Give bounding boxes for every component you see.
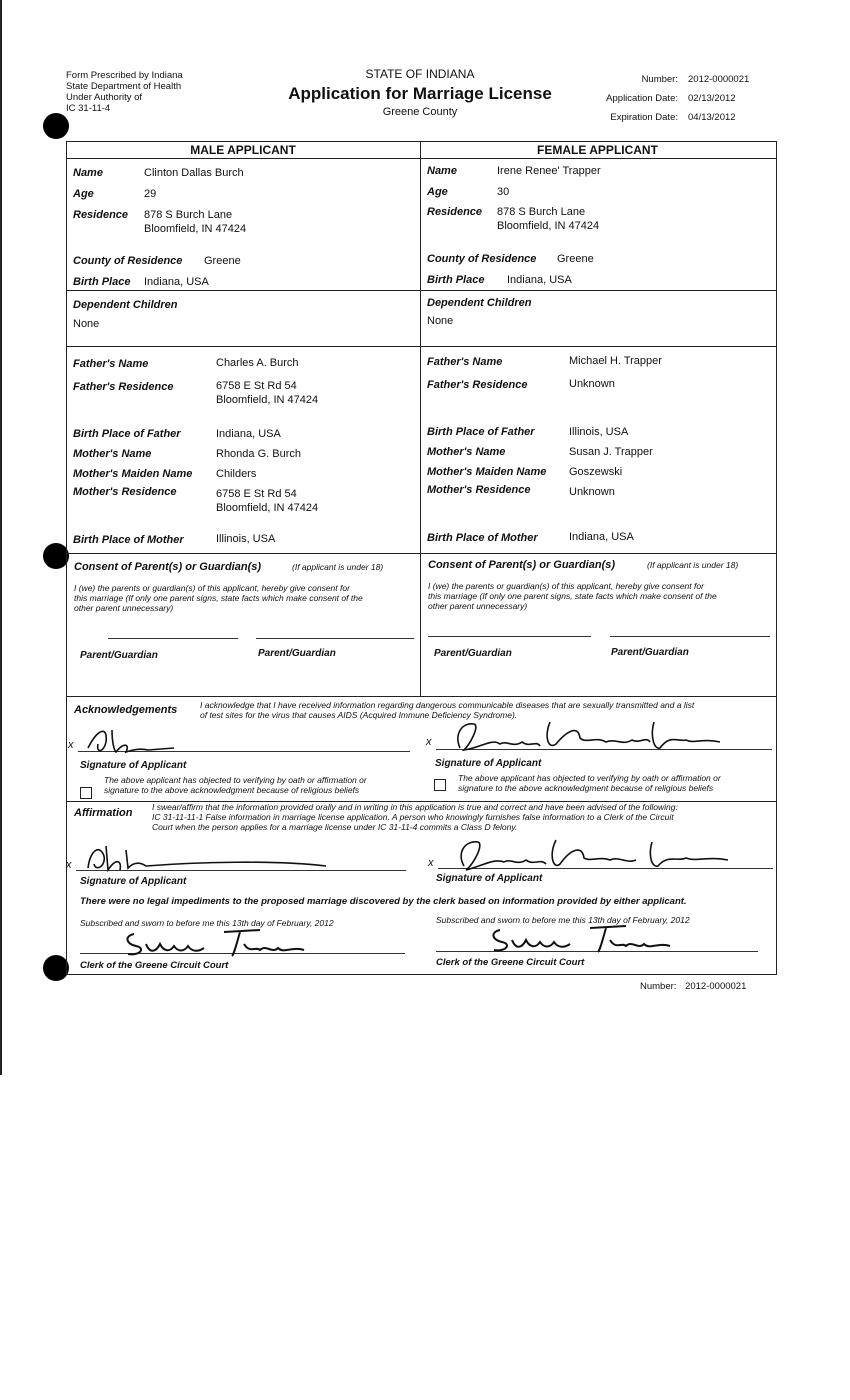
female-name: Irene Renee' Trapper	[497, 165, 601, 177]
female-father-birth-place: Illinois, USA	[569, 426, 629, 438]
number-label: Number:	[641, 74, 678, 85]
affirmation-line: I swear/affirm that the information provided orally and in writing in this application is true and correct and have been advised of the following:	[152, 802, 678, 812]
female-dependent-children: None	[427, 315, 454, 327]
affirmation-title: Affirmation	[74, 807, 133, 819]
name-label: Name	[73, 167, 103, 179]
mothers-residence-label: Mother's Residence	[427, 484, 531, 496]
mothers-name-label: Mother's Name	[427, 446, 506, 458]
consent-text	[428, 581, 773, 611]
address-line: 878 S Burch Lane	[497, 206, 586, 218]
signature-mark: x	[68, 739, 74, 751]
consent-title: Consent of Parent(s) or Guardian(s)	[74, 561, 262, 573]
female-father-residence: Unknown	[569, 378, 615, 390]
consent-text	[74, 583, 414, 613]
objection-line: The above applicant has objected to verifying by oath or affirmation or	[104, 775, 367, 785]
female-birth-place: Indiana, USA	[507, 274, 572, 286]
male-signature-ack	[78, 722, 178, 758]
male-mother-birth-place: Illinois, USA	[216, 533, 276, 545]
age-label: Age	[427, 186, 448, 198]
clerk-label: Clerk of the Greene Circuit Court	[436, 957, 585, 968]
parent-signature-line[interactable]	[610, 636, 770, 637]
signature-label: Signature of Applicant	[80, 760, 187, 771]
signature-label: Signature of Applicant	[80, 876, 187, 887]
consent-text-line: I (we) the parents or guardian(s) of this applicant, hereby give consent for	[74, 583, 350, 593]
male-mother-maiden-name: Childers	[216, 468, 257, 480]
clerk-signature-male	[120, 926, 310, 960]
male-age: 29	[144, 188, 157, 200]
male-residence	[144, 208, 246, 236]
address-line: 6758 E St Rd 54	[216, 380, 297, 392]
signature-mark: x	[428, 857, 434, 869]
fathers-name-label: Father's Name	[427, 356, 503, 368]
ack-text-line: of test sites for the virus that causes AIDS (Acquired Immune Deficiency Syndrome).	[200, 710, 518, 720]
male-father-name: Charles A. Burch	[216, 357, 299, 369]
birth-place-of-father-label: Birth Place of Father	[73, 428, 181, 440]
parent-guardian-label: Parent/Guardian	[258, 648, 336, 659]
signature-mark: x	[66, 859, 72, 871]
male-father-birth-place: Indiana, USA	[216, 428, 281, 440]
title-block	[270, 67, 570, 118]
female-mother-name: Susan J. Trapper	[569, 446, 653, 458]
male-dependent-children: None	[73, 318, 100, 330]
objection-text	[104, 775, 414, 795]
address-line: Bloomfield, IN 47424	[216, 502, 319, 514]
subscribed-text: Subscribed and sworn to before me this 13th day of February, 2012	[436, 915, 690, 925]
male-signature-affirm	[76, 840, 376, 876]
parent-signature-line[interactable]	[108, 638, 238, 639]
female-mother-birth-place: Indiana, USA	[569, 531, 634, 543]
objection-line: The above applicant has objected to verifying by oath or affirmation or	[458, 773, 721, 783]
consent-text-line: other parent unnecessary)	[428, 601, 528, 611]
affirmation-line: IC 31-11-11-1 False information in marriage license application. A person who knowingly furnishes false information to a Clerk of the Circuit	[152, 812, 674, 822]
parent-guardian-label: Parent/Guardian	[80, 650, 158, 661]
column-divider	[420, 141, 421, 696]
female-mother-maiden-name: Goszewski	[569, 466, 623, 478]
male-name: Clinton Dallas Burch	[144, 167, 244, 179]
county-of-residence-label: County of Residence	[427, 253, 537, 265]
birth-place-label: Birth Place	[73, 276, 131, 288]
male-applicant-header: MALE APPLICANT	[190, 143, 296, 157]
impediments-statement: There were no legal impediments to the proposed marriage discovered by the clerk based on information provided by either applicant.	[80, 896, 687, 907]
prescribed-line: Form Prescribed by Indiana	[66, 70, 183, 81]
female-residence	[497, 205, 599, 233]
meta-values	[688, 70, 749, 127]
scan-edge	[0, 0, 2, 1075]
mothers-maiden-name-label: Mother's Maiden Name	[427, 466, 547, 478]
prescribed-line: Under Authority of	[66, 92, 143, 103]
residence-label: Residence	[427, 206, 483, 218]
parent-signature-line[interactable]	[256, 638, 414, 639]
header-row-line	[66, 158, 776, 159]
consent-text-line: this marriage (If only one parent signs, state facts which make consent of the	[428, 591, 717, 601]
affirmation-text	[152, 802, 772, 832]
female-county: Greene	[557, 253, 594, 265]
footer-number	[640, 981, 746, 992]
objection-text	[458, 773, 773, 793]
address-line: 6758 E St Rd 54	[216, 488, 297, 500]
signature-label: Signature of Applicant	[435, 758, 542, 769]
female-father-name: Michael H. Trapper	[569, 355, 662, 367]
residence-label: Residence	[73, 209, 129, 221]
signature-mark: x	[426, 736, 432, 748]
section-line	[66, 290, 776, 291]
consent-text-line: this marriage (If only one parent signs, state facts which make consent of the	[74, 593, 363, 603]
fathers-name-label: Father's Name	[73, 358, 149, 370]
punch-hole	[43, 113, 69, 139]
state-name: STATE OF INDIANA	[365, 67, 475, 81]
footer-number-label: Number:	[640, 981, 677, 992]
name-label: Name	[427, 165, 457, 177]
section-line	[66, 346, 776, 347]
male-county: Greene	[204, 255, 241, 267]
ack-text-line: I acknowledge that I have received information regarding dangerous communicable diseases that are sexually transmitted and a list	[200, 700, 695, 710]
subscribed-text: Subscribed and sworn to before me this 13th day of February, 2012	[80, 918, 334, 928]
dependent-children-label: Dependent Children	[427, 297, 532, 309]
female-age: 30	[497, 186, 510, 198]
clerk-label: Clerk of the Greene Circuit Court	[80, 960, 229, 971]
number-value: 2012-0000021	[688, 74, 750, 85]
prescribed-block	[66, 70, 183, 114]
birth-place-of-father-label: Birth Place of Father	[427, 426, 535, 438]
male-mother-name: Rhonda G. Burch	[216, 448, 301, 460]
consent-title: Consent of Parent(s) or Guardian(s)	[428, 559, 616, 571]
meta-labels	[578, 70, 678, 127]
birth-place-label: Birth Place	[427, 274, 485, 286]
male-mother-residence	[216, 487, 318, 515]
objection-checkbox[interactable]	[80, 787, 92, 799]
male-birth-place: Indiana, USA	[144, 276, 209, 288]
prescribed-line: State Department of Health	[66, 81, 182, 92]
objection-line: signature to the above acknowledgment because of religious beliefs	[458, 783, 714, 793]
dependent-children-label: Dependent Children	[73, 299, 178, 311]
female-mother-residence: Unknown	[569, 486, 615, 498]
address-line: Bloomfield, IN 47424	[144, 223, 247, 235]
address-line: Bloomfield, IN 47424	[216, 394, 319, 406]
consent-note: (If applicant is under 18)	[292, 562, 384, 572]
county-name: Greene County	[382, 106, 458, 118]
parent-guardian-label: Parent/Guardian	[434, 648, 512, 659]
affirmation-line: Court when the person applies for a marriage license under IC 31-11-4 commits a Class D felony.	[152, 822, 518, 832]
application-date-value: 02/13/2012	[688, 93, 736, 104]
female-applicant-header: FEMALE APPLICANT	[537, 143, 658, 157]
expiration-date-value: 04/13/2012	[688, 112, 736, 123]
objection-checkbox[interactable]	[434, 779, 446, 791]
parent-guardian-label: Parent/Guardian	[611, 647, 689, 658]
prescribed-line: IC 31-11-4	[66, 103, 111, 114]
fathers-residence-label: Father's Residence	[427, 379, 528, 391]
objection-line: signature to the above acknowledgment because of religious beliefs	[104, 785, 360, 795]
mothers-maiden-name-label: Mother's Maiden Name	[73, 468, 193, 480]
signature-label: Signature of Applicant	[436, 873, 543, 884]
address-line: Bloomfield, IN 47424	[497, 220, 600, 232]
male-father-residence	[216, 379, 318, 407]
birth-place-of-mother-label: Birth Place of Mother	[427, 532, 538, 544]
address-line: 878 S Burch Lane	[144, 209, 233, 221]
footer-number-value: 2012-0000021	[685, 981, 747, 992]
mothers-residence-label: Mother's Residence	[73, 486, 177, 498]
acknowledgements-title: Acknowledgements	[74, 704, 178, 716]
county-of-residence-label: County of Residence	[73, 255, 183, 267]
age-label: Age	[73, 188, 94, 200]
application-date-label: Application Date:	[606, 93, 678, 104]
mothers-name-label: Mother's Name	[73, 448, 152, 460]
clerk-signature-female	[486, 922, 676, 956]
consent-text-line: I (we) the parents or guardian(s) of this applicant, hereby give consent for	[428, 581, 704, 591]
female-signature-ack	[440, 714, 730, 760]
fathers-residence-label: Father's Residence	[73, 381, 174, 393]
page-title: Application for Marriage License	[288, 84, 552, 103]
parent-signature-line[interactable]	[428, 636, 591, 637]
expiration-date-label: Expiration Date:	[610, 112, 678, 123]
female-signature-affirm	[446, 834, 736, 878]
birth-place-of-mother-label: Birth Place of Mother	[73, 534, 184, 546]
section-line	[66, 696, 776, 697]
consent-text-line: other parent unnecessary)	[74, 603, 174, 613]
consent-note: (If applicant is under 18)	[647, 560, 739, 570]
section-line	[66, 553, 776, 554]
